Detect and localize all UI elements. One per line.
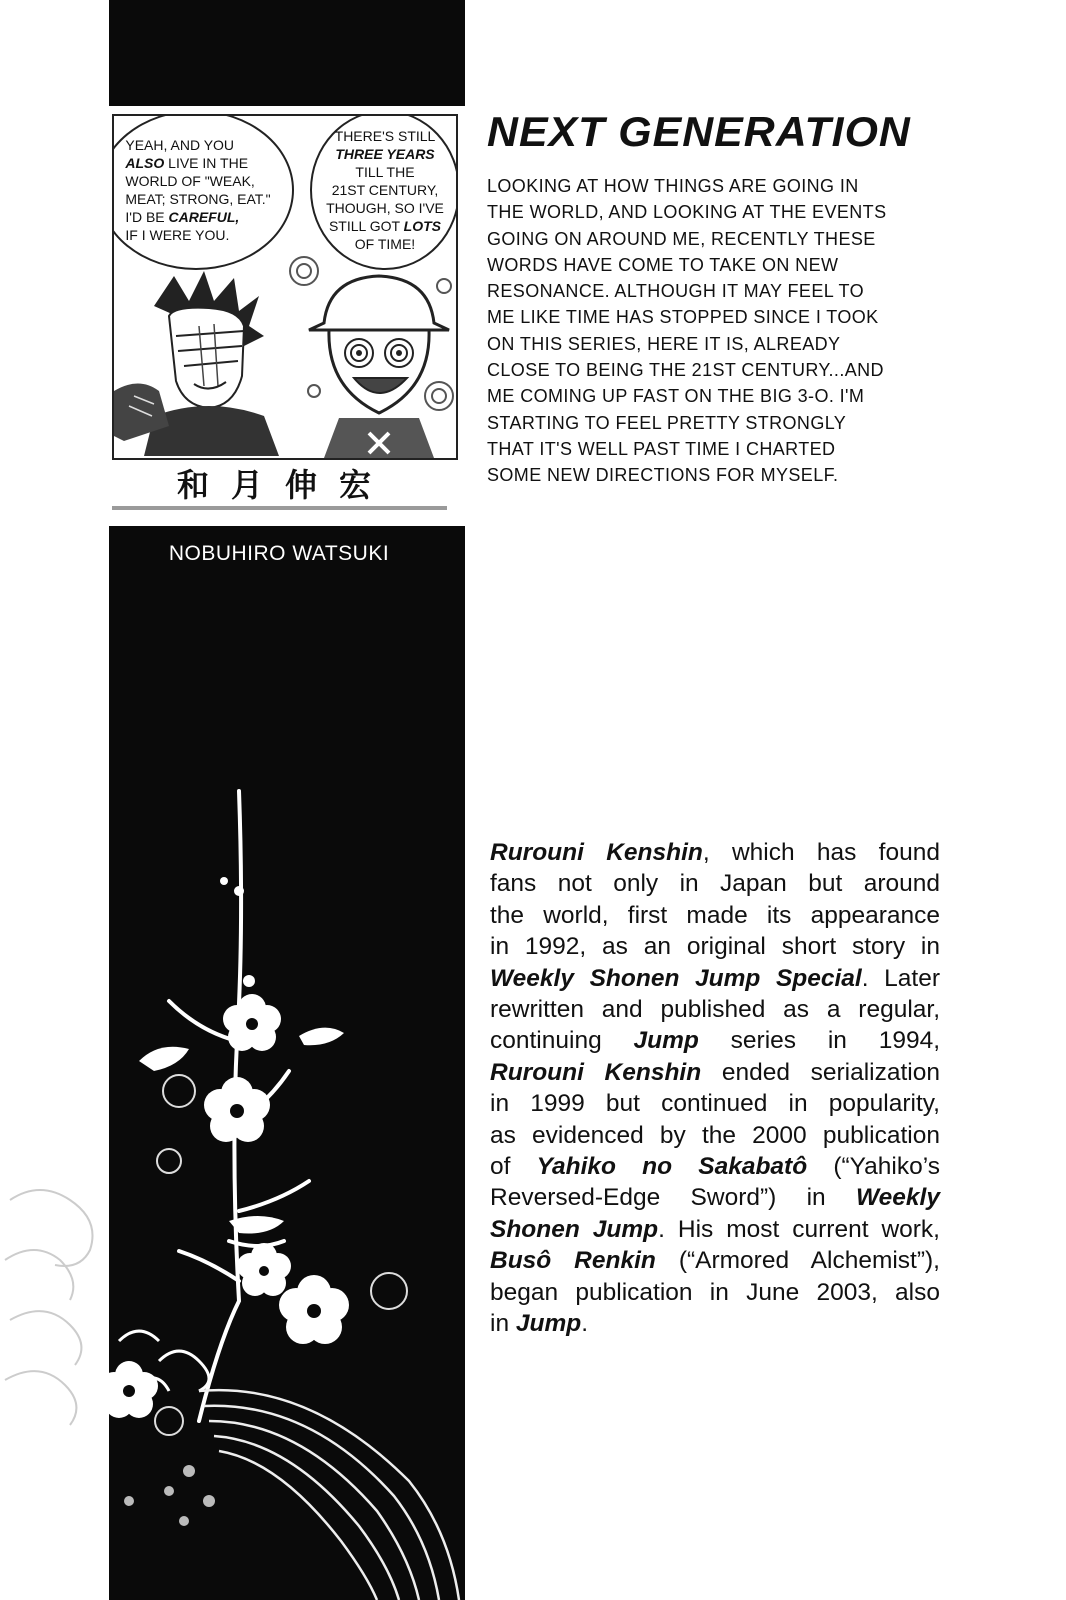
essay-line: SOME NEW DIRECTIONS FOR MYSELF.: [487, 465, 839, 486]
essay-line: LOOKING AT HOW THINGS ARE GOING IN: [487, 176, 859, 196]
essay-line: THAT IT'S WELL PAST TIME I CHARTED: [487, 438, 836, 459]
essay-line: ON THIS SERIES, HERE IT IS, ALREADY: [487, 333, 841, 354]
essay-line: GOING ON AROUND ME, RECENTLY THESE: [487, 228, 876, 249]
speech-bubble-left: YEAH, AND YOU ALSO LIVE IN THE WORLD OF "WEAK, MEAT; STRONG, EAT." I'D BE CAREFUL, IF I WERE YOU.: [112, 114, 294, 270]
essay-line: WORDS HAVE COME TO TAKE ON NEW: [487, 254, 839, 275]
side-black-strip: [109, 526, 465, 1600]
author-comic-panel: [112, 114, 458, 460]
author-name-romaji: NOBUHIRO WATSUKI: [168, 542, 390, 565]
speech-bubble-right: THERE'S STILL THREE YEARS TILL THE 21ST CENTURY, THOUGH, SO I'VE STILL GOT LOTS OF TIME!: [310, 114, 458, 270]
top-black-strip: [109, 0, 465, 106]
divider-rule: [112, 506, 447, 510]
author-name-kanji: 和月伸宏: [176, 466, 393, 504]
sparkle-decorations: [264, 246, 458, 446]
essay-line: STARTING TO FEEL PRETTY STRONGLY: [487, 412, 847, 433]
essay-title: NEXT GENERATION: [487, 108, 911, 155]
essay-line: THE WORLD, AND LOOKING AT THE EVENTS: [487, 202, 887, 223]
author-bio: Rurouni Kenshin, which has found fans not only in Japan but around the world, first made its appearance in 1992, as an original short story in Weekly Shonen Jump Special. Later rewritten and published as a regular, continuing Jump series in 1994, Rurouni Kenshin ended serialization in 1999 but continued in popularity, as evidenced by the 2000 publication of Yahiko no Sakabatô (“Yahiko’s Reversed-Edge Sword”) in Weekly Shonen Jump. His most current work, Busô Renkin (“Armored Alchemist”), began publication in June 2003, also in Jump.: [490, 839, 941, 1338]
essay-line: CLOSE TO BEING THE 21ST CENTURY...AND: [487, 360, 884, 381]
essay-line: ME LIKE TIME HAS STOPPED SINCE I TOOK: [487, 307, 879, 328]
wave-outline-decoration: [0, 1180, 120, 1480]
plum-blossom-branch-illustration: [109, 781, 465, 1600]
essay-text: [487, 173, 947, 489]
essay-line: RESONANCE. ALTHOUGH IT MAY FEEL TO: [487, 281, 865, 302]
essay-line: ME COMING UP FAST ON THE BIG 3-O. I'M: [487, 386, 865, 407]
